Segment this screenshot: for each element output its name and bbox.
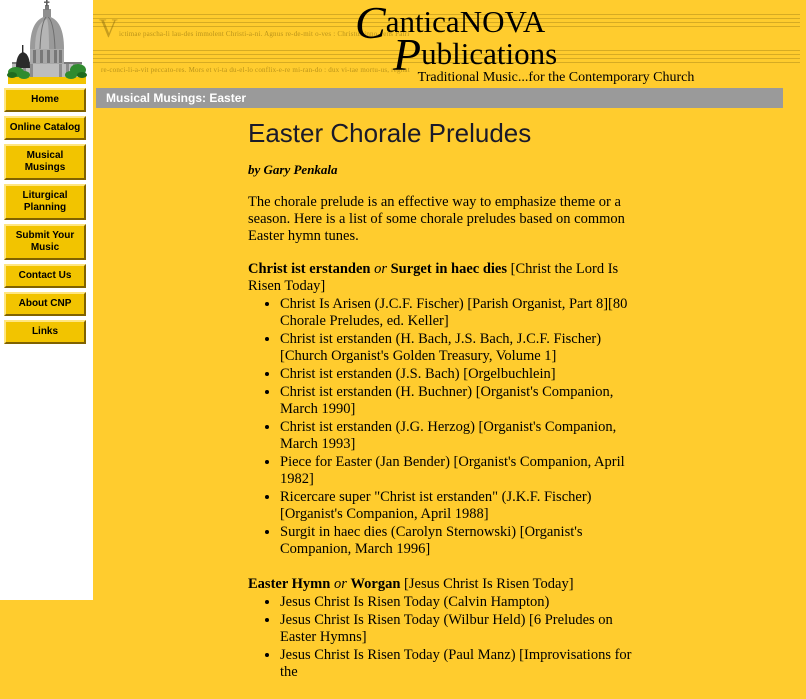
sidebar-item-home[interactable]: Home [4,88,86,112]
piece-list [248,296,640,558]
tune-secondary: Surget in haec dies [390,261,508,277]
breadcrumb: Musical Musings: Easter [96,88,783,108]
chant-watermark-line2: re-conci-li-a-vit peccato-res. Mors et vi-ta du-el-lo conflix-e-re mi-ran-do : dux vi-tae mortu-us, regnat [101,66,410,74]
banner-cap-c: C [355,0,386,48]
tune-primary: Easter Hymn [248,576,331,592]
sidebar-item-musical-musings[interactable]: Musical Musings [4,144,86,180]
main-content [248,118,640,699]
tune-conjunction: or [374,261,387,277]
site-logo[interactable] [0,0,93,88]
list-item: • Jesus Christ Is Risen Today (Paul Manz) [Improvisations for the [280,647,640,681]
sidebar-item-links[interactable]: Links [4,320,86,344]
list-item: • Christ ist erstanden (H. Bach, J.S. Bach, J.C.F. Fischer) [Church Organist's Golden Treasury, Volume 1] [280,331,640,365]
banner-title-line1 [355,0,546,48]
list-item: • Christ ist erstanden (H. Buchner) [Organist's Companion, March 1990] [280,384,640,418]
intro-paragraph: The chorale prelude is an effective way to emphasize theme or a season. Here is a list of some chorale preludes based on common Easter hymn tunes. [248,194,625,244]
tune-primary: Christ ist erstanden [248,261,371,277]
dome-logo-icon [2,0,92,86]
tune-secondary: Worgan [350,576,401,592]
list-item: • Jesus Christ Is Risen Today (Wilbur Held) [6 Preludes on Easter Hymns] [280,612,640,646]
banner-title1-text: anticaNOVA [385,4,546,39]
list-item: • Surgit in haec dies (Carolyn Sternowski) [Organist's Companion, March 1996] [280,524,640,558]
sidebar-nav [4,88,88,348]
banner-cap-p: P [393,29,422,80]
sidebar [0,0,93,600]
tune-translation: [Christ the Lord Is Risen Today] [248,261,619,294]
page-title: Easter Chorale Preludes [248,118,532,148]
byline: by Gary Penkala [248,162,338,177]
sidebar-item-online-catalog[interactable]: Online Catalog [4,116,86,140]
tune-heading [248,261,640,295]
tune-heading [248,576,640,593]
tune-translation: [Jesus Christ Is Risen Today] [404,576,574,592]
site-banner[interactable] [93,0,800,88]
list-item: • Christ ist erstanden (J.S. Bach) [Orgelbuchlein] [280,366,640,383]
list-item: • Ricercare super "Christ ist erstanden" (J.K.F. Fischer) [Organist's Companion, April 1988] [280,489,640,523]
banner-tagline: Traditional Music...for the Contemporary Church [417,70,695,85]
sidebar-item-contact-us[interactable]: Contact Us [4,264,86,288]
list-item: • Jesus Christ Is Risen Today (Calvin Hampton) [280,594,640,611]
list-item: • Piece for Easter (Jan Bender) [Organist's Companion, April 1982] [280,454,640,488]
list-item: • Christ Is Arisen (J.C.F. Fischer) [Parish Organist, Part 8][80 Chorale Preludes, ed. Keller] [280,296,640,330]
chant-watermark-capital: V [99,14,118,43]
sidebar-item-submit-your-music[interactable]: Submit Your Music [4,224,86,260]
banner-title-line2 [393,29,558,80]
tune-conjunction: or [333,576,347,592]
list-item: • Christ ist erstanden (J.G. Herzog) [Organist's Companion, March 1993] [280,419,640,453]
sidebar-item-liturgical-planning[interactable]: Liturgical Planning [4,184,86,220]
banner-title2-text: ublications [421,36,558,71]
sidebar-item-about-cnp[interactable]: About CNP [4,292,86,316]
chant-watermark-line1: ictimae pascha-li lau-des immolent Christi-a-ni. Agnus re-de-mit o-ves : Christus inno-cens Patri [119,30,410,38]
piece-list [248,594,640,681]
